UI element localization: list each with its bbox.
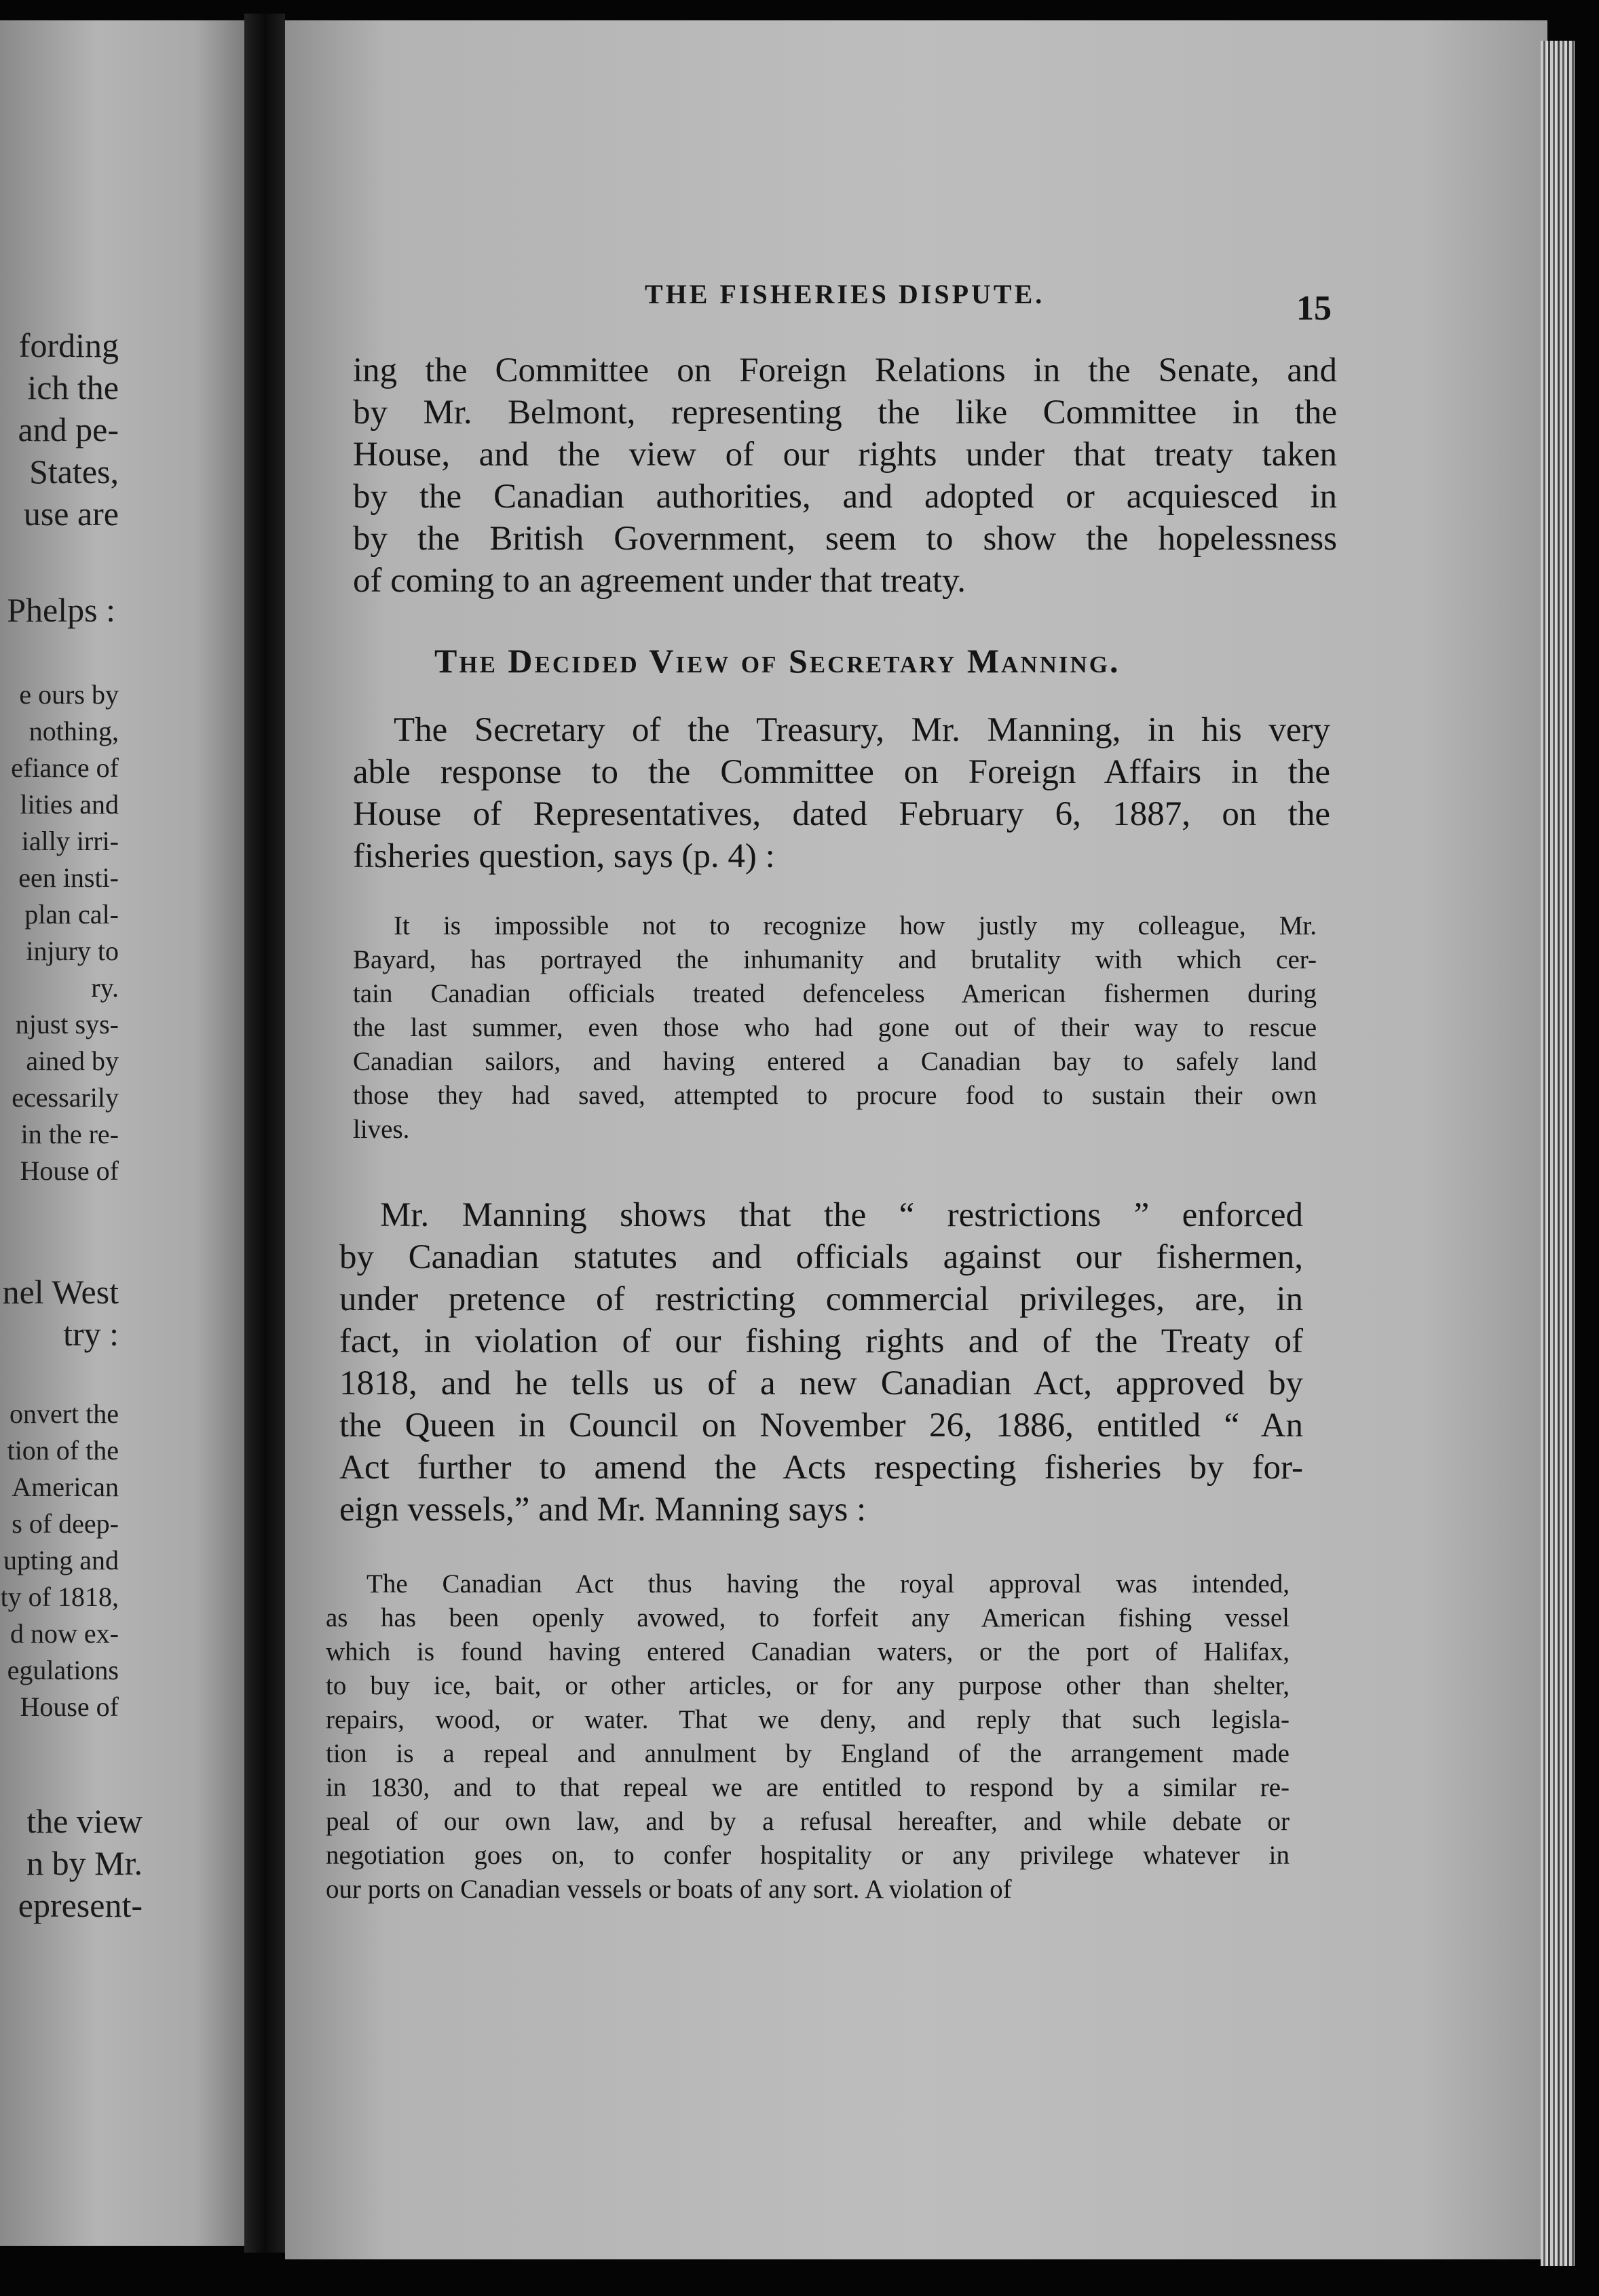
left-page-fragment: ry. (91, 972, 119, 1003)
text-line: the Queen in Council on November 26, 1886, entitled “ An (339, 1407, 1303, 1444)
quote-line: repairs, wood, or water. That we deny, and reply that such legisla- (326, 1705, 1290, 1734)
left-page-fragment: plan cal- (24, 899, 119, 930)
quote-line: our ports on Canadian vessels or boats of any sort. A violation of (326, 1875, 1012, 1904)
book-gutter (244, 14, 285, 2253)
quote-line: It is impossible not to recognize how justly my colleague, Mr. (394, 911, 1317, 940)
left-page-fragment: use are (23, 495, 119, 533)
left-page-fragment: ich the (27, 368, 119, 406)
left-page-fragment: tion of the (7, 1435, 119, 1466)
text-line: by the Canadian authorities, and adopted or acquiesced in (353, 478, 1337, 516)
text-line: ing the Committee on Foreign Relations in the Senate, and (353, 351, 1337, 389)
text-line: of coming to an agreement under that treaty. (353, 562, 966, 600)
left-page-fragment: the view (26, 1802, 143, 1840)
left-page-fragment: een insti- (18, 862, 119, 893)
left-page-fragment: House of (20, 1691, 119, 1722)
text-line: eign vessels,” and Mr. Manning says : (339, 1491, 867, 1529)
left-page-fragment: nothing, (29, 716, 119, 746)
quote-line: lives. (353, 1115, 410, 1144)
left-page-fragment: efiance of (11, 752, 119, 783)
quote-line: those they had saved, attempted to procure food to sustain their own (353, 1081, 1317, 1110)
text-line: Mr. Manning shows that the “ restrictions ” enforced (380, 1196, 1303, 1234)
quote-line: to buy ice, bait, or other articles, or for any purpose other than shelter, (326, 1671, 1290, 1700)
quote-line: The Canadian Act thus having the royal approval was intended, (366, 1569, 1290, 1599)
quote-line: Canadian sailors, and having entered a Canadian bay to safely land (353, 1047, 1317, 1076)
text-line: fisheries question, says (p. 4) : (353, 837, 775, 875)
quote-line: which is found having entered Canadian waters, or the port of Halifax, (326, 1637, 1290, 1666)
left-page (0, 20, 244, 2246)
left-page-fragment: n by Mr. (26, 1844, 143, 1882)
left-page-fragment: nel West (2, 1273, 119, 1311)
paragraph-2 (353, 709, 1330, 877)
running-head: THE FISHERIES DISPUTE. (645, 279, 1045, 309)
left-page-fragment: njust sys- (15, 1009, 119, 1039)
text-line: by the British Government, seem to show the hopelessness (353, 520, 1337, 558)
text-line: House of Representatives, dated February 6, 1887, on the (353, 795, 1330, 833)
paragraph-1 (353, 349, 1337, 602)
quote-line: tion is a repeal and annulment by England of the arrangement made (326, 1739, 1290, 1768)
left-page-fragment: Phelps : (7, 591, 115, 629)
left-page-fragment: and pe- (18, 410, 119, 448)
left-page-fragment: fording (18, 326, 119, 364)
left-page-fragment: ty of 1818, (0, 1582, 119, 1612)
text-line: Act further to amend the Acts respecting fisheries by for- (339, 1449, 1303, 1487)
left-page-fragment: injury to (26, 936, 119, 966)
quote-line: the last summer, even those who had gone out of their way to rescue (353, 1013, 1317, 1042)
section-heading: The Decided View of Secretary Manning. (434, 642, 1121, 680)
text-line: able response to the Committee on Foreign Affairs in the (353, 753, 1330, 791)
text-line: by Mr. Belmont, representing the like Committee in the (353, 394, 1337, 432)
left-page-fragment: d now ex- (10, 1618, 119, 1649)
quote-line: as has been openly avowed, to forfeit any American fishing vessel (326, 1603, 1290, 1632)
left-page-fragment: States, (29, 453, 119, 491)
left-page-fragment: upting and (3, 1545, 119, 1575)
left-page-fragment: lities and (20, 789, 119, 820)
quote-line: Bayard, has portrayed the inhumanity and brutality with which cer- (353, 945, 1317, 974)
text-line: under pretence of restricting commercial privileges, are, in (339, 1280, 1303, 1318)
page-edges (1541, 41, 1575, 2266)
quote-line: tain Canadian officials treated defenceless American fishermen during (353, 979, 1317, 1008)
left-page-fragment: e ours by (19, 679, 119, 710)
quote-line: peal of our own law, and by a refusal hereafter, and while debate or (326, 1807, 1290, 1836)
left-page-fragment: in the re- (20, 1119, 119, 1149)
quotation-1 (353, 909, 1317, 1147)
text-line: The Secretary of the Treasury, Mr. Manning, in his very (394, 711, 1330, 749)
left-page-fragment: ially irri- (21, 826, 119, 856)
left-page-fragment: American (12, 1472, 119, 1502)
left-page-fragment: try : (63, 1315, 119, 1353)
text-line: House, and the view of our rights under that treaty taken (353, 436, 1337, 474)
text-line: fact, in violation of our fishing rights and of the Treaty of (339, 1322, 1303, 1360)
page-number: 15 (1296, 289, 1332, 328)
quote-line: in 1830, and to that repeal we are entitled to respond by a similar re- (326, 1773, 1290, 1802)
left-page-fragment: House of (20, 1155, 119, 1186)
left-page-fragment: epresent- (18, 1886, 143, 1924)
paragraph-3 (339, 1194, 1303, 1531)
left-page-fragment: ecessarily (12, 1082, 119, 1113)
left-page-fragment: s of deep- (12, 1508, 119, 1539)
left-page-fragment: ained by (26, 1046, 119, 1076)
left-page-fragment: onvert the (9, 1398, 119, 1429)
left-page-fragment: egulations (7, 1655, 119, 1685)
quotation-2 (326, 1567, 1290, 1907)
text-line: 1818, and he tells us of a new Canadian Act, approved by (339, 1364, 1303, 1402)
text-line: by Canadian statutes and officials against our fishermen, (339, 1238, 1303, 1276)
quote-line: negotiation goes on, to confer hospitality or any privilege whatever in (326, 1841, 1290, 1870)
